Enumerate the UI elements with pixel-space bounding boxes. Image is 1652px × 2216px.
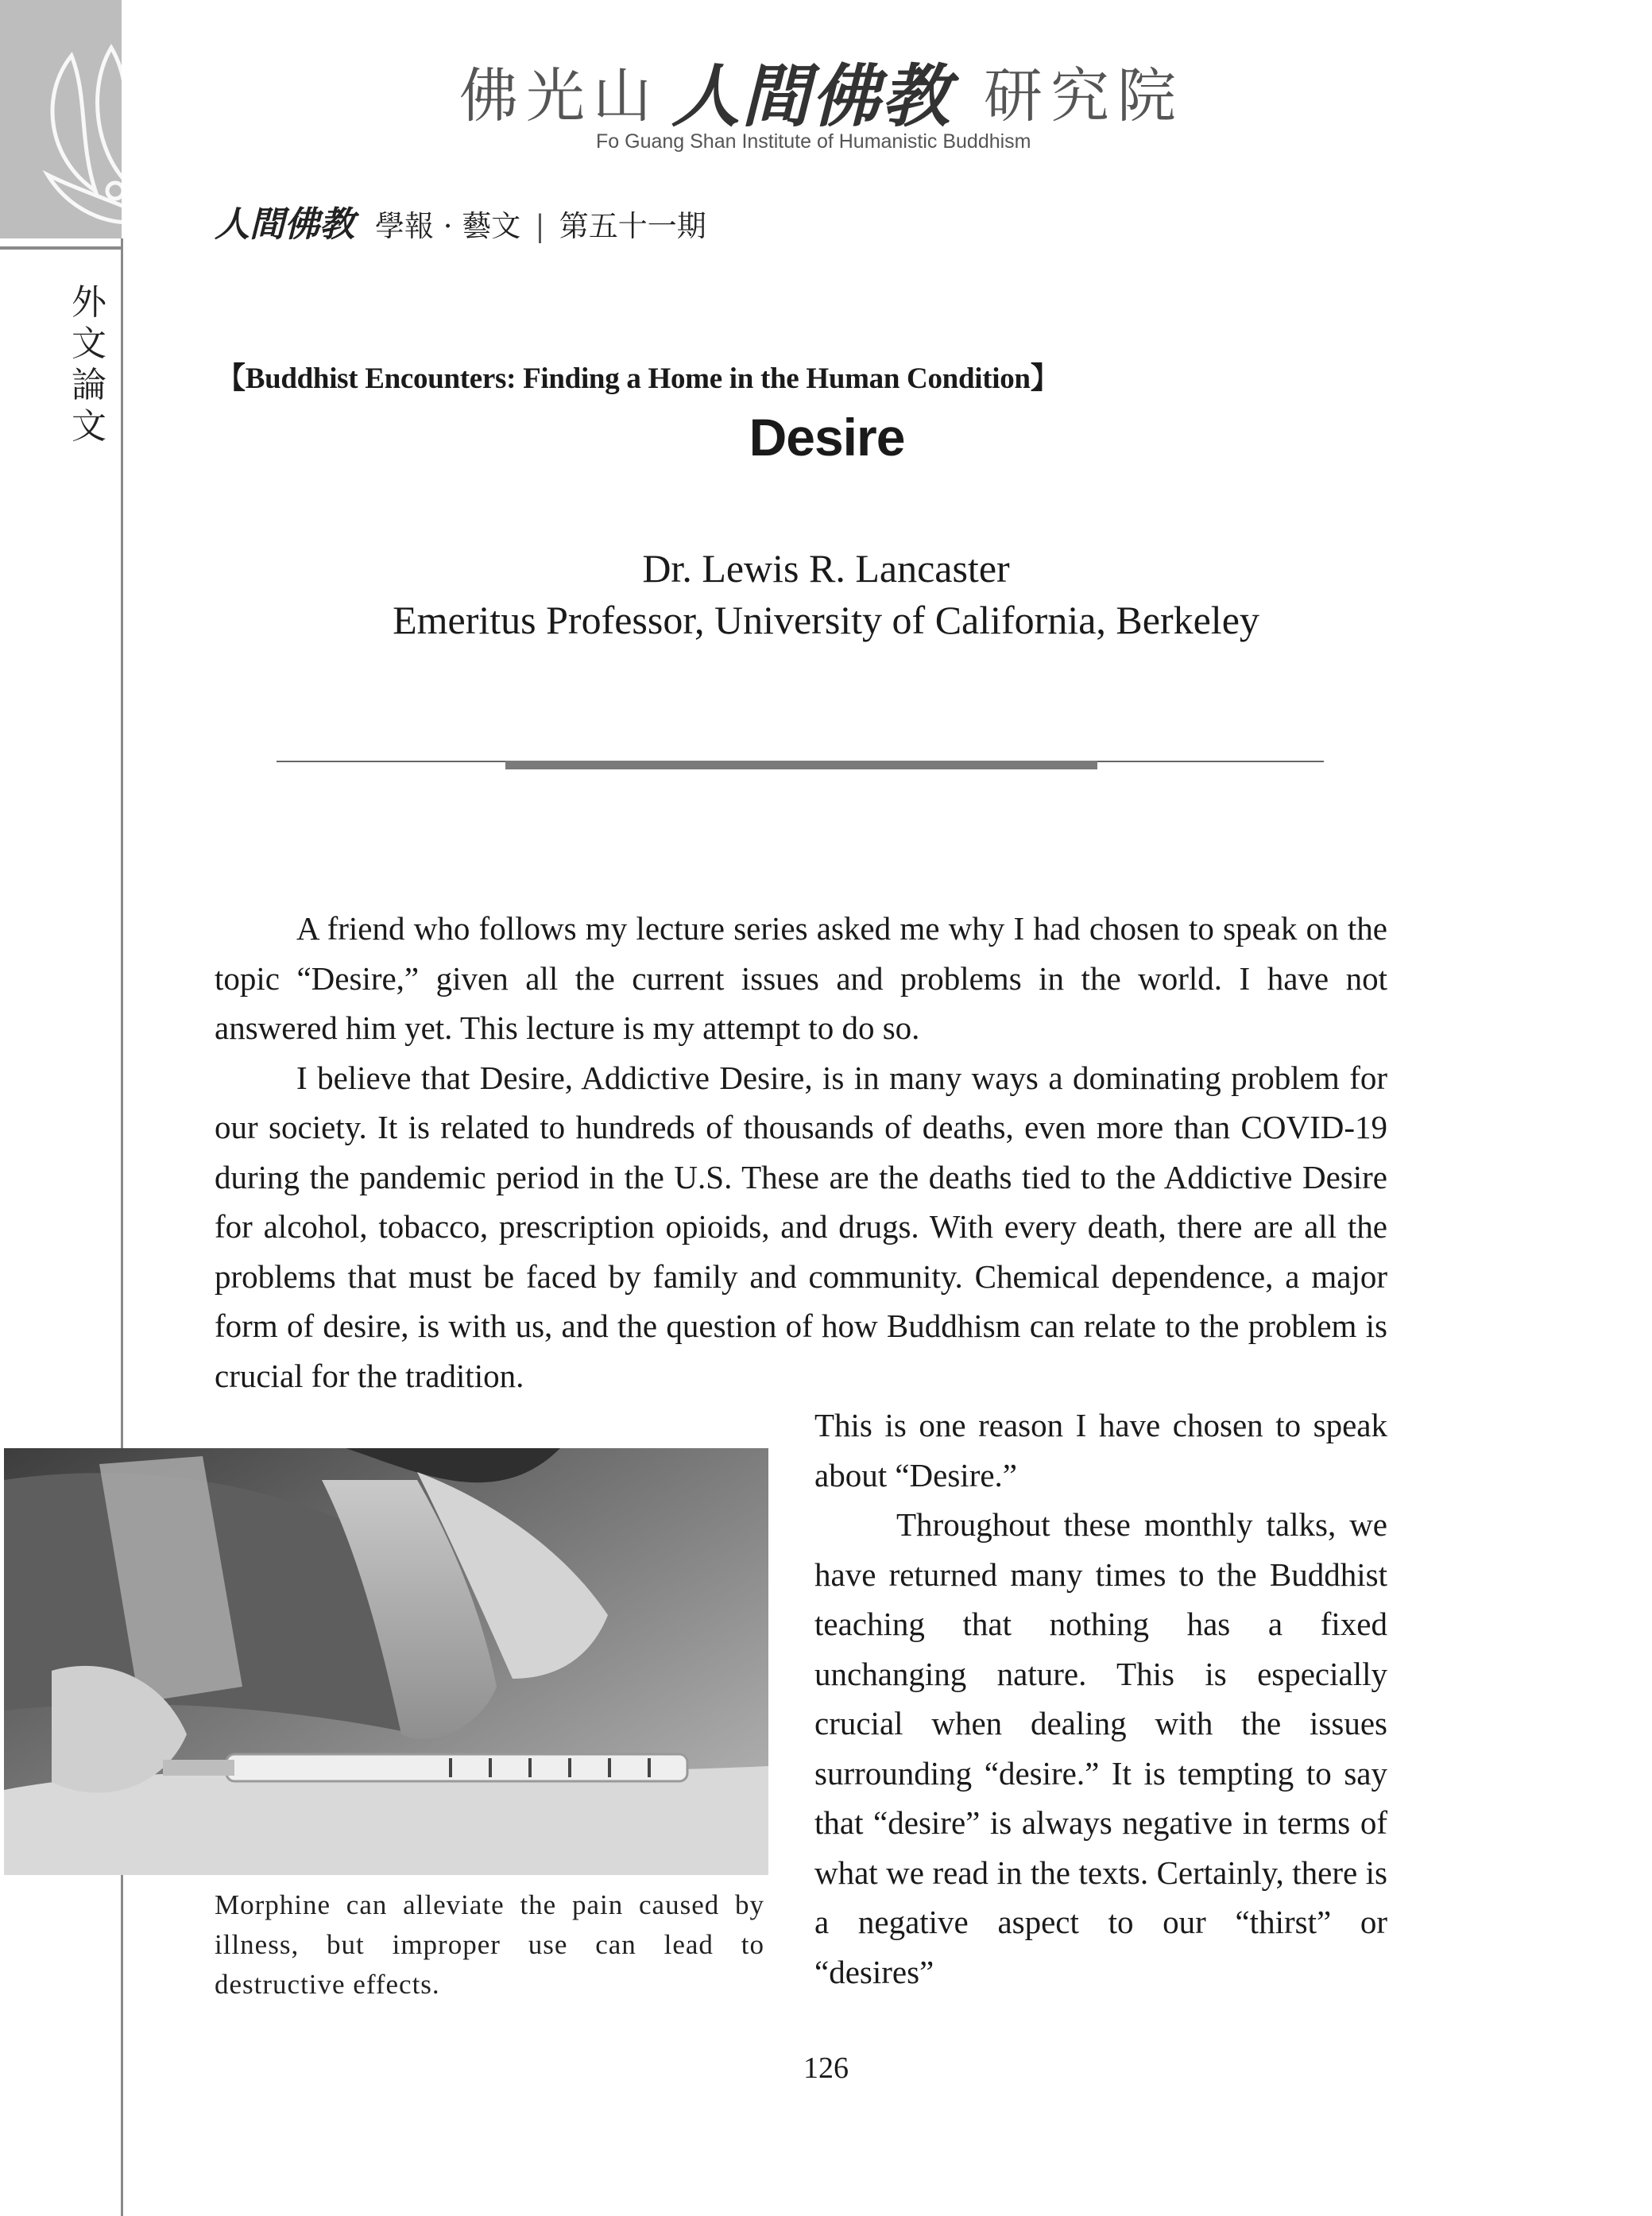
side-label-char: 論 <box>72 365 106 405</box>
journal-header <box>215 196 706 246</box>
lotus-emblem-icon <box>24 32 246 246</box>
photo-caption: Morphine can alleviate the pain caused by illness, but improper use can lead to destructive effects. <box>215 1889 764 2000</box>
side-label-char: 文 <box>72 406 106 447</box>
body-paragraph: Throughout these monthly talks, we have returned many times to the Buddhist teaching that nothing has a fixed unchanging nature. This is especially crucial when dealing with the issues surrounding “desire.” It is tempting to say that “desire” is always negative in terms of what we read in the texts. Certainly, there is a negative aspect to our “thirst” or “desires” <box>814 1506 1387 1990</box>
article-body-column <box>814 1400 1387 1997</box>
page-number: 126 <box>803 2051 849 2085</box>
journal-issue: 第五十一期 <box>559 209 706 243</box>
body-paragraph-continuation: This is one reason I have chosen to speak about “Desire.” <box>814 1407 1387 1493</box>
journal-separator: | <box>535 209 545 243</box>
author-block <box>0 543 1652 646</box>
margin-rule <box>121 238 123 2216</box>
author-name: Dr. Lewis R. Lancaster <box>642 546 1010 591</box>
institute-name-cn-center: 人間佛教 <box>671 56 951 137</box>
side-label-char: 文 <box>72 323 106 364</box>
author-affiliation: Emeritus Professor, University of California, Berkeley <box>393 598 1259 642</box>
article-body <box>215 904 1387 1400</box>
title-divider-thick <box>505 761 1097 769</box>
institute-name-en: Fo Guang Shan Institute of Humanistic Buddhism <box>596 130 1031 153</box>
series-title: 【Buddhist Encounters: Finding a Home in the Human Condition】 <box>216 362 1060 395</box>
article-title: Desire <box>749 408 905 467</box>
institute-name-cn-left: 佛光山 <box>459 62 660 130</box>
body-paragraph: A friend who follows my lecture series asked me why I had chosen to speak on the topic “Desire,” given all the current issues and problems in the world. I have not answered him yet. This lecture is my attempt to do so. <box>215 910 1387 1046</box>
institute-name-cn-right: 研究院 <box>984 62 1184 130</box>
journal-brand: 人間佛教 <box>215 204 354 245</box>
body-paragraph: I believe that Desire, Addictive Desire, is in many ways a dominating problem for our society. It is related to hundreds of thousands of deaths, even more than COVID-19 during the pandemic period in the U.S. These are the deaths tied to the Addictive Desire for alcohol, tobacco, prescription opioids, and drugs. With every death, there are all the problems that must be faced by family and community. Chemical dependence, a major form of desire, is with us, and the question of how Buddhism can relate to the problem is crucial for the tradition. <box>215 1059 1387 1394</box>
journal-section: 學報 · 藝文 <box>375 209 521 243</box>
side-label-char: 外 <box>72 282 106 323</box>
morphine-injection-photo <box>4 1448 768 1875</box>
header-rule <box>0 246 122 250</box>
